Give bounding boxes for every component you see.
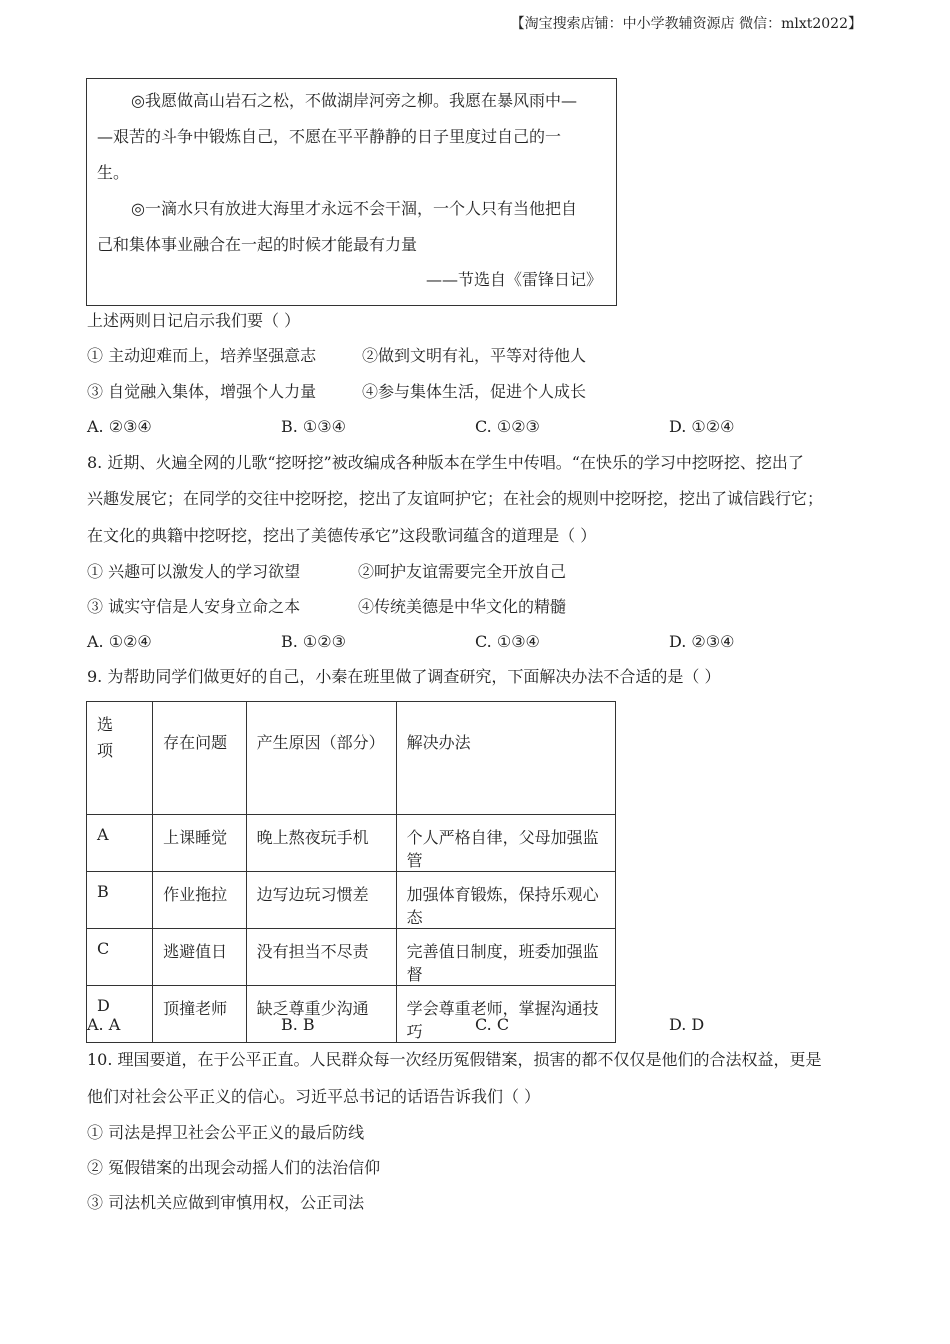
- quote-line: ◎一滴水只有放进大海里才永远不会干涸，一个人只有当他把自: [131, 199, 577, 218]
- q8-option-d[interactable]: D. ②③④: [669, 632, 735, 651]
- table-cell: B: [87, 872, 153, 929]
- table-row: [87, 986, 616, 1043]
- q7-option-b[interactable]: B. ①③④: [281, 417, 346, 436]
- q9-option-b[interactable]: B. B: [281, 1015, 315, 1034]
- table-header-cell: 产生原因（部分）: [246, 702, 396, 815]
- quote-line: —艰苦的斗争中锻炼自己，不愿在平平静静的日子里度过自己的一: [97, 127, 562, 146]
- table-cell: D: [87, 986, 153, 1043]
- table-cell: 缺乏尊重少沟通: [246, 986, 396, 1043]
- quote-line: 己和集体事业融合在一起的时候才能最有力量: [97, 235, 418, 254]
- table-cell: A: [87, 815, 153, 872]
- q7-stem: 上述两则日记启示我们要（ ）: [87, 311, 301, 330]
- table-cell: 上课睡觉: [153, 815, 247, 872]
- q8-stem-line: 在文化的典籍中挖呀挖，挖出了美德传承它”这段歌词蕴含的道理是（ ）: [87, 526, 597, 545]
- table-cell: 完善值日制度，班委加强监督: [396, 929, 615, 986]
- q9-option-a[interactable]: A. A: [87, 1015, 121, 1034]
- q8-statement: ④传统美德是中华文化的精髓: [358, 597, 567, 616]
- q7-option-d[interactable]: D. ①②④: [669, 417, 735, 436]
- table-cell: 作业拖拉: [153, 872, 247, 929]
- survey-table: [86, 701, 616, 1043]
- q8-option-a[interactable]: A. ①②④: [87, 632, 152, 651]
- q7-option-a[interactable]: A. ②③④: [87, 417, 152, 436]
- q10-statement: ① 司法是捍卫社会公平正义的最后防线: [87, 1123, 365, 1142]
- q10-statement: ② 冤假错案的出现会动摇人们的法治信仰: [87, 1158, 381, 1177]
- quote-line: ◎我愿做高山岩石之松，不做湖岸河旁之柳。我愿在暴风雨中—: [131, 91, 577, 110]
- q7-statement: ④参与集体生活，促进个人成长: [362, 382, 587, 401]
- q7-statement: ③ 自觉融入集体，增强个人力量: [87, 382, 317, 401]
- q8-statement: ① 兴趣可以激发人的学习欲望: [87, 562, 301, 581]
- diary-quote-box: [86, 78, 617, 306]
- quote-source: ——节选自《雷锋日记》: [425, 270, 602, 289]
- q9-stem: 9. 为帮助同学们做更好的自己，小秦在班里做了调查研究，下面解决办法不合适的是（ ）: [87, 667, 721, 686]
- table-cell: 边写边玩习惯差: [246, 872, 396, 929]
- q9-option-d[interactable]: D. D: [669, 1015, 705, 1034]
- table-cell: 没有担当不尽责: [246, 929, 396, 986]
- table-cell: 个人严格自律，父母加强监管: [396, 815, 615, 872]
- q8-stem-line: 8. 近期、火遍全网的儿歌“挖呀挖”被改编成各种版本在学生中传唱。“在快乐的学习中挖呀挖、挖出了: [87, 453, 804, 472]
- table-cell: 逃避值日: [153, 929, 247, 986]
- q7-option-c[interactable]: C. ①②③: [475, 417, 540, 436]
- table-cell: 加强体育锻炼，保持乐观心态: [396, 872, 615, 929]
- q8-stem-line: 兴趣发展它；在同学的交往中挖呀挖，挖出了友谊呵护它；在社会的规则中挖呀挖，挖出了诚信践行它；: [87, 489, 824, 508]
- table-header-cell: 解决办法: [396, 702, 615, 815]
- table-row: [87, 872, 616, 929]
- q10-stem-line: 他们对社会公平正义的信心。习近平总书记的话语告诉我们（ ）: [87, 1087, 541, 1106]
- table-cell: 晚上熬夜玩手机: [246, 815, 396, 872]
- table-header-row: [87, 702, 616, 815]
- q8-statement: ②呵护友谊需要完全开放自己: [358, 562, 567, 581]
- q9-option-c[interactable]: C. C: [475, 1015, 510, 1034]
- q10-statement: ③ 司法机关应做到审慎用权，公正司法: [87, 1193, 365, 1212]
- q8-option-c[interactable]: C. ①③④: [475, 632, 540, 651]
- q7-statement: ① 主动迎难而上，培养坚强意志: [87, 346, 317, 365]
- table-cell: C: [87, 929, 153, 986]
- table-header-cell: 存在问题: [153, 702, 247, 815]
- quote-line: 生。: [97, 163, 130, 182]
- page-header-watermark: 【淘宝搜索店铺：中小学教辅资源店 微信：mlxt2022】: [510, 16, 862, 32]
- q7-statement: ②做到文明有礼，平等对待他人: [362, 346, 587, 365]
- table-cell: 顶撞老师: [153, 986, 247, 1043]
- table-cell: 学会尊重老师，掌握沟通技巧: [396, 986, 615, 1043]
- table-header-cell: 选 项: [87, 702, 153, 815]
- q8-statement: ③ 诚实守信是人安身立命之本: [87, 597, 301, 616]
- table-row: [87, 815, 616, 872]
- q10-stem-line: 10. 理国要道，在于公平正直。人民群众每一次经历冤假错案，损害的都不仅仅是他们的合法权益，更是: [87, 1050, 822, 1069]
- table-row: [87, 929, 616, 986]
- q8-option-b[interactable]: B. ①②③: [281, 632, 346, 651]
